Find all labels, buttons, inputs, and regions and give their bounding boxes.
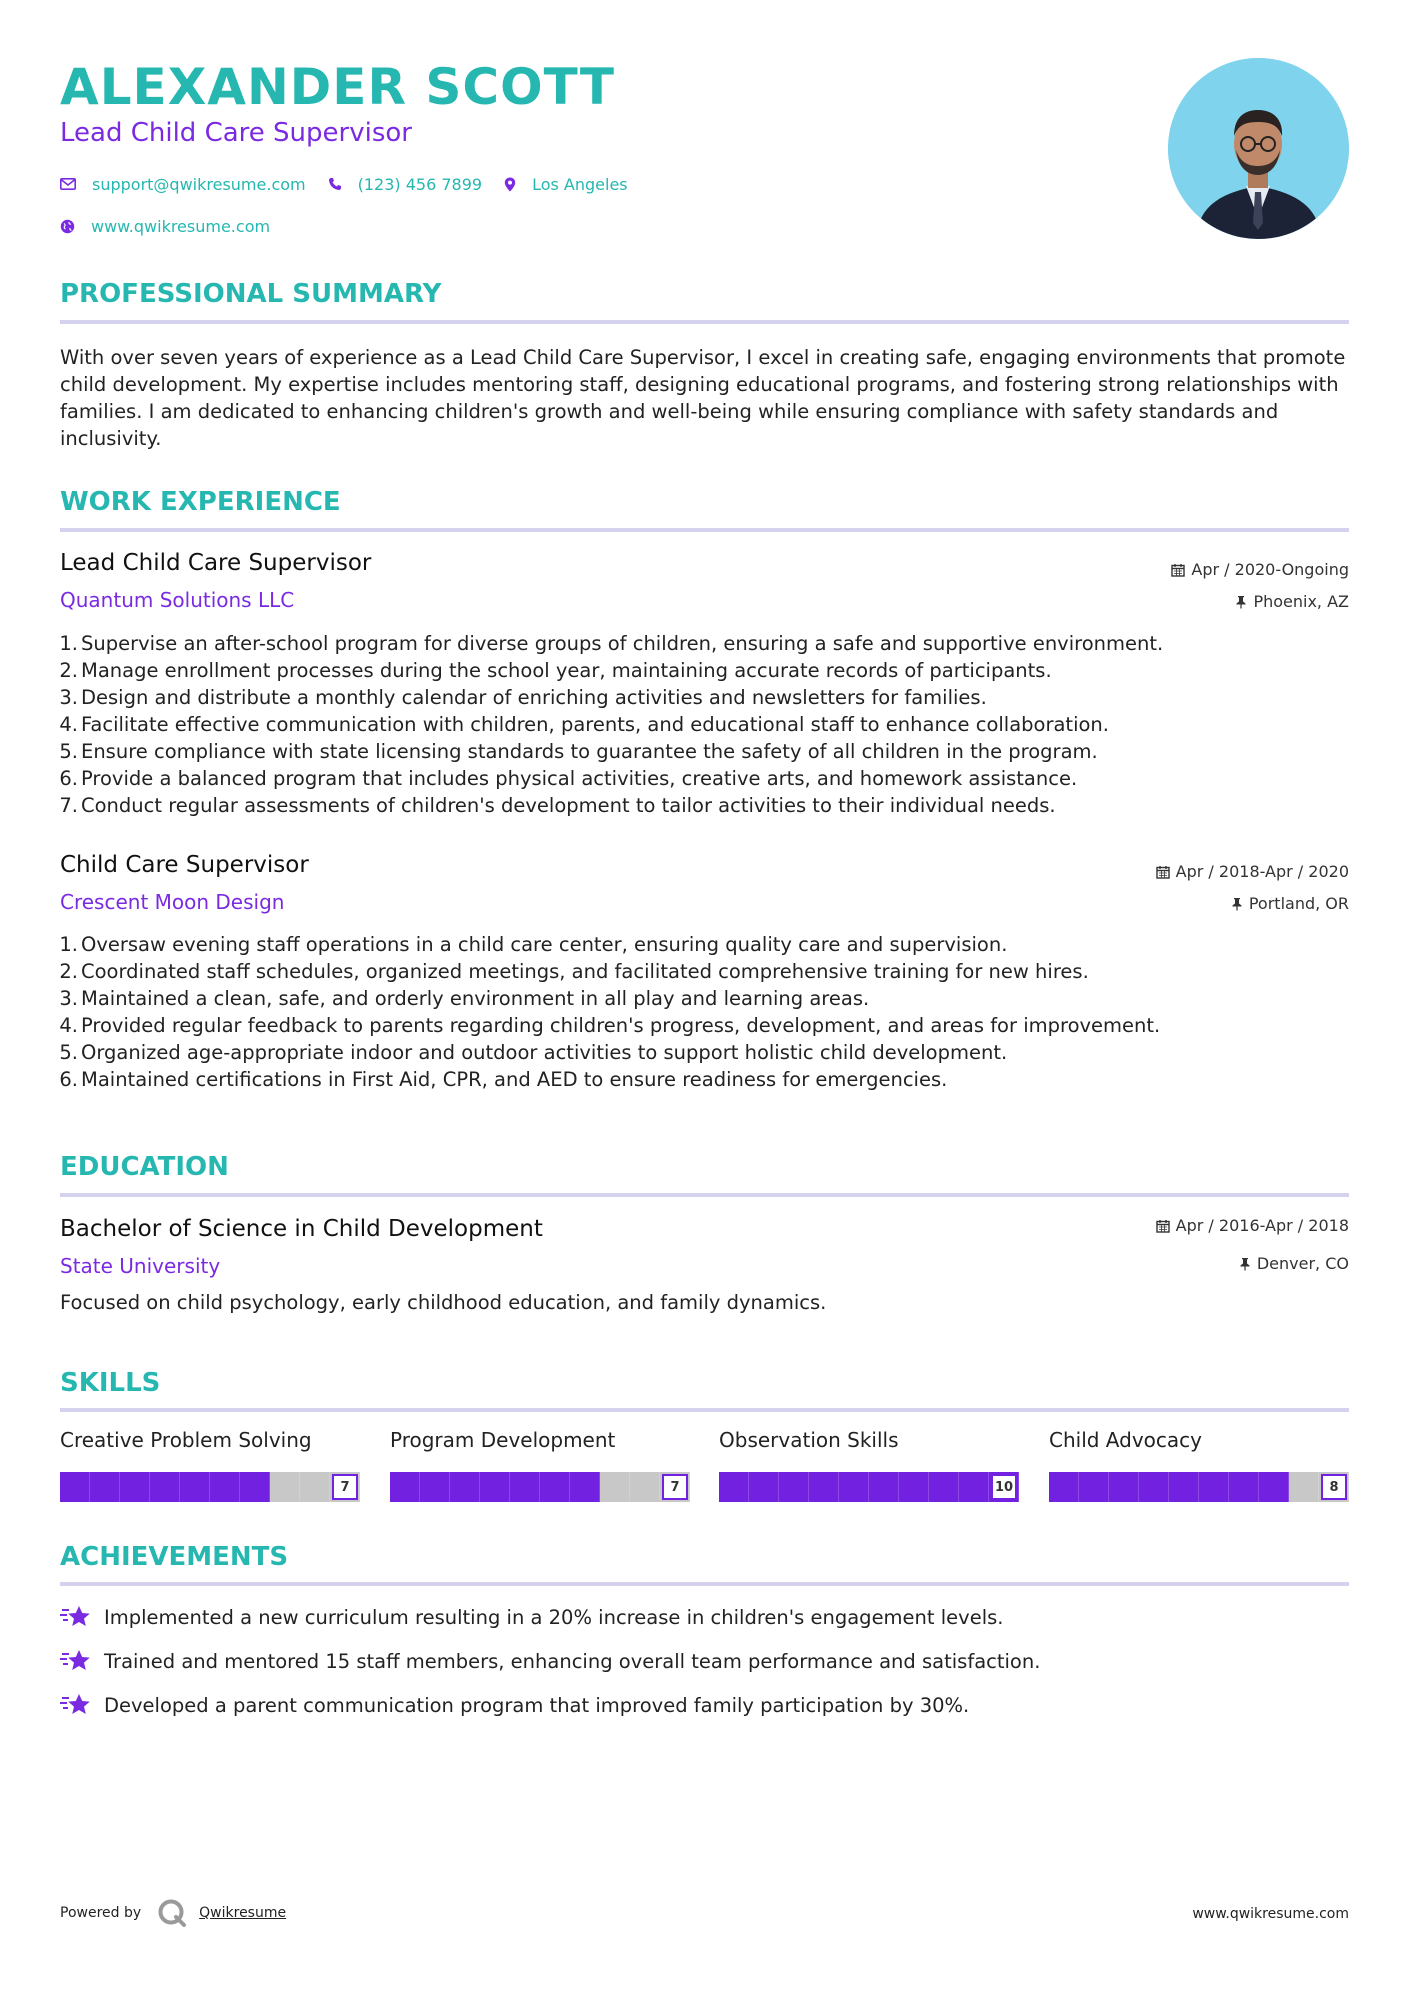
skill-level-segment (150, 1472, 180, 1502)
skill-level-segment (1079, 1472, 1109, 1502)
skill-name: Child Advocacy (1049, 1428, 1202, 1452)
skill-score: 7 (332, 1474, 358, 1500)
skill-name: Program Development (390, 1428, 616, 1452)
education-location-text: Denver, CO (1256, 1254, 1349, 1273)
skill-level-segment (630, 1472, 660, 1502)
skill-item (719, 1428, 1019, 1502)
list-item: 1. Oversaw evening staff operations in a child care center, ensuring quality care and supervision. (59, 933, 1008, 956)
star-icon (60, 1648, 92, 1674)
skill-level-segment (899, 1472, 929, 1502)
calendar-icon (1156, 1219, 1170, 1233)
calendar-icon (1156, 865, 1170, 879)
job-dates (1171, 560, 1349, 579)
skill-name: Observation Skills (719, 1428, 899, 1452)
skill-level-segment (270, 1472, 300, 1502)
skill-level-segment (600, 1472, 630, 1502)
contact-phone[interactable] (328, 175, 482, 194)
skill-item (60, 1428, 360, 1502)
job-bullets (52, 630, 1352, 819)
skill-level-segment (779, 1472, 809, 1502)
education-divider (60, 1193, 1349, 1197)
skill-score: 8 (1321, 1474, 1347, 1500)
qwikresume-link[interactable]: Qwikresume (199, 1905, 287, 1921)
skill-level-segment (929, 1472, 959, 1502)
job-dates-text: Apr / 2018-Apr / 2020 (1175, 862, 1349, 881)
job-location (1231, 894, 1349, 913)
list-item: 3. Maintained a clean, safe, and orderly environment in all play and learning areas. (59, 987, 870, 1010)
list-item: 4. Provided regular feedback to parents regarding children's progress, development, and areas for improvement. (59, 1014, 1161, 1037)
company-name: Crescent Moon Design (60, 890, 285, 914)
skill-level-segment (570, 1472, 600, 1502)
achievement-item (60, 1604, 1004, 1630)
star-icon (60, 1604, 92, 1630)
powered-by-label: Powered by (60, 1905, 142, 1921)
skill-level-segment (1199, 1472, 1229, 1502)
skill-name: Creative Problem Solving (60, 1428, 312, 1452)
skill-level-segment (480, 1472, 510, 1502)
achievement-text: Trained and mentored 15 staff members, enhancing overall team performance and satisfaction. (104, 1649, 1041, 1673)
achievement-text: Implemented a new curriculum resulting in a 20% increase in children's engagement levels. (104, 1605, 1004, 1629)
list-item: 5. Ensure compliance with state licensing standards to guarantee the safety of all children in the program. (59, 740, 1098, 763)
skill-level-segment (1229, 1472, 1259, 1502)
list-item: 2. Manage enrollment processes during the school year, maintaining accurate records of participants. (59, 659, 1052, 682)
experience-heading: WORK EXPERIENCE (60, 487, 341, 517)
skills-heading: SKILLS (60, 1368, 161, 1398)
skill-level-segment (959, 1472, 989, 1502)
qwikresume-logo-icon (157, 1898, 187, 1928)
education-description: Focused on child psychology, early childhood education, and family dynamics. (60, 1291, 827, 1314)
skill-score: 7 (662, 1474, 688, 1500)
skill-level-segment (180, 1472, 210, 1502)
skill-level-segment (839, 1472, 869, 1502)
list-item: 7. Conduct regular assessments of children's development to tailor activities to their individual needs. (59, 794, 1056, 817)
job-location-text: Phoenix, AZ (1253, 592, 1349, 611)
pushpin-icon (1235, 595, 1247, 609)
list-item: 3. Design and distribute a monthly calendar of enriching activities and newsletters for families. (59, 686, 987, 709)
job-title: Child Care Supervisor (60, 852, 309, 878)
skill-level-segment (540, 1472, 570, 1502)
person-portrait-icon (1168, 58, 1349, 239)
skill-level-segment (809, 1472, 839, 1502)
skill-level-segment (719, 1472, 749, 1502)
pushpin-icon (1239, 1257, 1251, 1271)
skill-level-segment (90, 1472, 120, 1502)
skill-level-segment (1169, 1472, 1199, 1502)
skill-level-segment (420, 1472, 450, 1502)
location-text: Los Angeles (532, 174, 628, 194)
skill-level-bar (390, 1472, 690, 1502)
map-pin-icon (504, 177, 516, 192)
skill-level-segment (1049, 1472, 1079, 1502)
list-item: 4. Facilitate effective communication with children, parents, and educational staff to enhance collaboration. (59, 713, 1109, 736)
pushpin-icon (1231, 897, 1243, 911)
skill-level-segment (240, 1472, 270, 1502)
skill-level-segment (210, 1472, 240, 1502)
school-name: State University (60, 1254, 221, 1278)
website-text: www.qwikresume.com (91, 216, 271, 236)
skill-level-segment (1139, 1472, 1169, 1502)
star-icon (60, 1692, 92, 1718)
skill-level-bar (719, 1472, 1019, 1502)
skill-item (390, 1428, 690, 1502)
footer-website[interactable]: www.qwikresume.com (1192, 1906, 1349, 1922)
company-name: Quantum Solutions LLC (60, 588, 295, 612)
email-text: support@qwikresume.com (92, 174, 306, 194)
achievement-text: Developed a parent communication program that improved family participation by 30%. (104, 1693, 970, 1717)
contact-location (504, 175, 628, 194)
skill-level-segment (300, 1472, 330, 1502)
contact-email[interactable] (60, 175, 306, 194)
achievements-divider (60, 1582, 1349, 1586)
skill-level-segment (1259, 1472, 1289, 1502)
contact-website[interactable] (60, 217, 270, 236)
skill-level-segment (120, 1472, 150, 1502)
skill-level-segment (869, 1472, 899, 1502)
achievement-item (60, 1692, 969, 1718)
job-dates (1156, 862, 1349, 881)
skill-level-segment (1289, 1472, 1319, 1502)
job-bullets (52, 931, 1352, 1093)
job-location-text: Portland, OR (1248, 894, 1349, 913)
achievements-heading: ACHIEVEMENTS (60, 1542, 289, 1572)
skill-level-segment (450, 1472, 480, 1502)
achievement-item (60, 1648, 1040, 1674)
calendar-icon (1171, 563, 1185, 577)
skill-level-bar (1049, 1472, 1349, 1502)
job-dates-text: Apr / 2020-Ongoing (1191, 560, 1349, 579)
skill-level-bar (60, 1472, 360, 1502)
skill-level-segment (749, 1472, 779, 1502)
skill-score: 10 (991, 1474, 1017, 1500)
skill-item (1049, 1428, 1349, 1502)
list-item: 1. Supervise an after-school program for diverse groups of children, ensuring a safe and supportive environment. (59, 632, 1164, 655)
footer-powered-by (60, 1898, 286, 1928)
education-heading: EDUCATION (60, 1152, 229, 1182)
contact-row-2 (60, 214, 292, 238)
skill-level-segment (390, 1472, 420, 1502)
skill-level-segment (1109, 1472, 1139, 1502)
contact-row-1 (60, 172, 650, 196)
phone-icon (328, 177, 342, 191)
skill-level-segment (510, 1472, 540, 1502)
candidate-title: Lead Child Care Supervisor (60, 118, 412, 148)
list-item: 5. Organized age-appropriate indoor and outdoor activities to support holistic child development. (59, 1041, 1008, 1064)
skills-divider (60, 1408, 1349, 1412)
list-item: 6. Maintained certifications in First Aid, CPR, and AED to ensure readiness for emergencies. (59, 1068, 948, 1091)
summary-divider (60, 320, 1349, 324)
profile-photo (1168, 58, 1349, 239)
candidate-name: ALEXANDER SCOTT (60, 58, 615, 116)
education-dates-text: Apr / 2016-Apr / 2018 (1175, 1216, 1349, 1235)
skill-level-segment (60, 1472, 90, 1502)
list-item: 2. Coordinated staff schedules, organized meetings, and facilitated comprehensive training for new hires. (59, 960, 1089, 983)
experience-divider (60, 528, 1349, 532)
summary-text: With over seven years of experience as a Lead Child Care Supervisor, I excel in creating safe, engaging environments that promote child development. My expertise includes mentoring staff, designing educational programs, and fostering strong relationships with families. I am dedicated to enhancing children's growth and well-being while ensuring compliance with safety standards and inclusivity. (60, 346, 1346, 450)
education-location (1239, 1254, 1349, 1273)
summary-heading: PROFESSIONAL SUMMARY (60, 279, 442, 309)
job-location (1235, 592, 1349, 611)
envelope-icon (60, 178, 76, 190)
education-dates (1156, 1216, 1349, 1235)
degree-title: Bachelor of Science in Child Development (60, 1216, 543, 1242)
list-item: 6. Provide a balanced program that includes physical activities, creative arts, and homework assistance. (59, 767, 1078, 790)
globe-icon (60, 219, 75, 234)
job-title: Lead Child Care Supervisor (60, 550, 372, 576)
phone-text: (123) 456 7899 (357, 174, 483, 194)
